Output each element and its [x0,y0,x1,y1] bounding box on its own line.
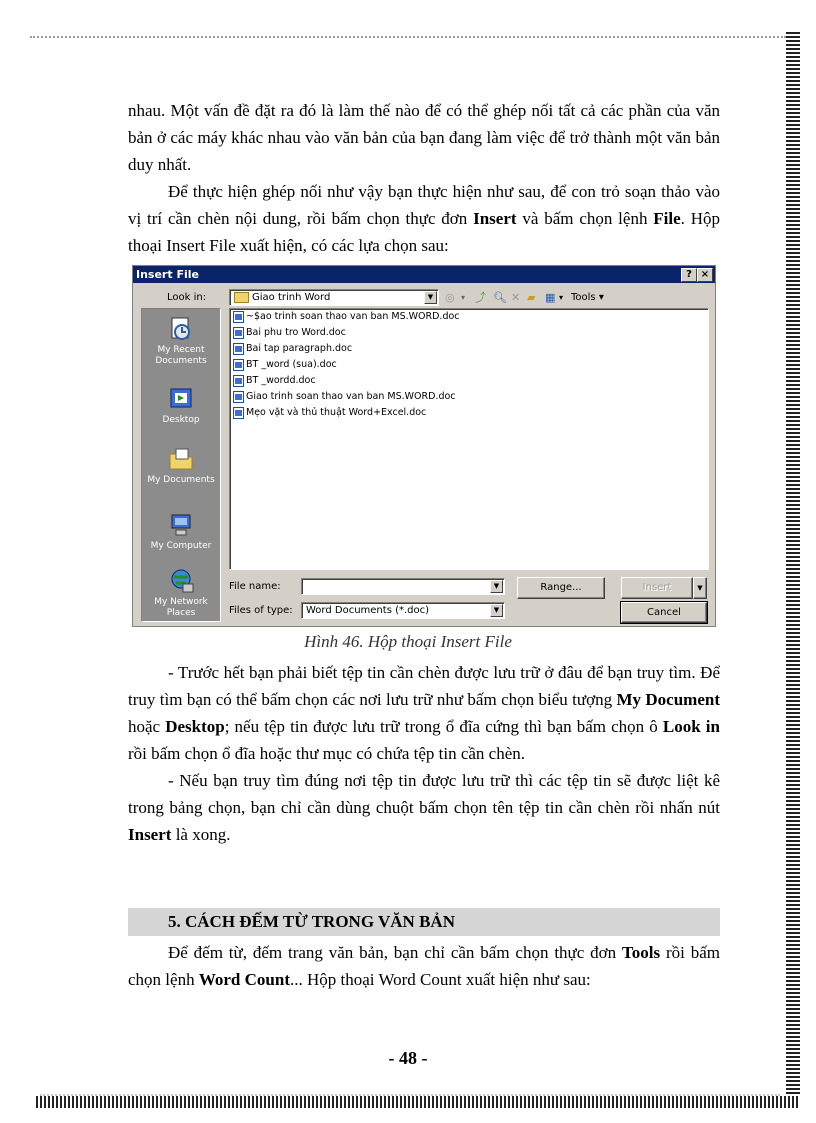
place-my-recent-documents[interactable] [142,315,220,367]
page-shadow-bottom [36,1096,800,1108]
dialog-title-bar [133,266,715,283]
tools-menu[interactable]: Tools ▾ [571,292,604,303]
final-text [128,939,720,993]
range-button[interactable]: Range... [517,577,605,599]
desktop-icon [167,385,195,413]
my-documents-icon [167,445,195,473]
word-doc-icon [233,359,244,371]
bottom-dotted-rule [40,1094,780,1096]
dialog-title: Insert File [136,268,199,281]
file-item[interactable]: Mẹo vặt và thủ thuật Word+Excel.doc [230,405,708,421]
file-name-input[interactable] [301,578,505,595]
folder-icon [234,292,249,303]
delete-icon[interactable]: ✕ [511,291,521,304]
up-folder-icon[interactable]: ⤴ [475,291,486,304]
place-label: My Computer [150,541,212,551]
chevron-down-icon[interactable]: ▼ [490,580,503,593]
close-button[interactable]: × [697,268,713,282]
back-icon[interactable]: ◎ [445,291,455,304]
views-icon[interactable]: ▦ [545,291,556,304]
recent-documents-icon [167,315,195,343]
file-item[interactable]: ~$ao trinh soan thao van ban MS.WORD.doc [230,309,708,325]
place-my-documents[interactable] [142,445,220,486]
tools-label: Tools [571,292,596,303]
word-doc-icon [233,311,244,323]
insert-options-icon[interactable]: ▼ [693,577,707,599]
chevron-down-icon[interactable]: ▼ [490,604,503,617]
lower-text [128,659,720,848]
place-desktop[interactable] [142,385,220,426]
look-in-label: Look in: [167,292,207,303]
views-dropdown-icon[interactable]: ▾ [559,293,564,302]
file-item[interactable]: Bai tap paragraph.doc [230,341,708,357]
word-doc-icon [233,343,244,355]
word-doc-icon [233,407,244,419]
help-button[interactable]: ? [681,268,697,282]
file-type-value: Word Documents (*.doc) [306,605,430,616]
place-my-network-places[interactable] [142,567,220,619]
cancel-button[interactable]: Cancel [621,602,707,623]
insert-file-dialog [132,265,716,627]
file-item[interactable]: Bai phu tro Word.doc [230,325,708,341]
page-number: - 48 - [388,1048,428,1068]
top-dotted-rule [30,36,786,38]
place-label: Desktop [162,415,200,425]
back-dropdown-icon[interactable]: ▾ [461,293,466,302]
file-list[interactable] [229,308,709,570]
look-in-select[interactable] [229,289,439,306]
upper-text [128,97,720,259]
word-doc-icon [233,327,244,339]
paragraph-4: - Nếu bạn truy tìm đúng nơi tệp tin được lưu trữ thì các tệp tin sẽ được liệt kê trong bảng chọn, bạn chỉ cần dùng chuột bấm chọn tên tệp tin cần chèn rồi nhấn nút Insert là xong. [128,771,720,844]
insert-button[interactable]: Insert [621,577,693,599]
file-item[interactable]: BT _word (sua).doc [230,357,708,373]
page-shadow-right [786,30,800,1106]
file-type-select[interactable] [301,602,505,619]
file-name-label: File name: [229,581,281,592]
section-heading: 5. CÁCH ĐẾM TỪ TRONG VĂN BẢN [128,908,720,936]
word-doc-icon [233,391,244,403]
my-computer-icon [167,511,195,539]
place-label: My Documents [147,475,215,485]
paragraph-3: - Trước hết bạn phải biết tệp tin cần chèn được lưu trữ ở đâu để bạn truy tìm. Để truy tìm bạn có thể bấm chọn các nơi lưu trữ như bấm chọn biểu tượng My Document hoặc Desktop; nếu tệp tin được lưu trữ trong ổ đĩa cứng thì bạn bấm chọn ô Look in rồi bấm chọn ổ đĩa hoặc thư mục có chứa tệp tin cần chèn. [128,663,720,763]
paragraph-5: Để đếm từ, đếm trang văn bản, bạn chỉ cần bấm chọn thực đơn Tools rồi bấm chọn lệnh Word Count... Hộp thoại Word Count xuất hiện như sau: [128,943,720,989]
search-web-icon[interactable]: 🔍︎ [493,291,507,304]
chevron-down-icon: ▼ [424,291,437,304]
network-places-icon [167,567,195,595]
place-label: My Network Places [154,597,208,618]
place-my-computer[interactable] [142,511,220,552]
figure-caption: Hình 46. Hộp thoại Insert File [304,632,512,651]
file-item[interactable]: Giao trinh soan thao van ban MS.WORD.doc [230,389,708,405]
new-folder-icon[interactable]: ▰ [527,291,536,304]
place-label: My Recent Documents [155,345,207,366]
word-doc-icon [233,375,244,387]
file-item[interactable]: BT _wordd.doc [230,373,708,389]
look-in-value: Giao trinh Word [252,292,331,303]
file-type-label: Files of type: [229,605,293,616]
places-bar [141,308,221,622]
paragraph-1: nhau. Một vấn đề đặt ra đó là làm thế nào để có thể ghép nối tất cả các phần của văn bản ở các máy khác nhau vào văn bản của bạn đang làm việc để trở thành một văn bản duy nhất. [128,101,720,174]
paragraph-2: Để thực hiện ghép nối như vậy bạn thực hiện như sau, để con trỏ soạn thảo vào vị trí cần chèn nội dung, rồi bấm chọn thực đơn Insert và bấm chọn lệnh File. Hộp thoại Insert File xuất hiện, có các lựa chọn sau: [128,182,720,255]
